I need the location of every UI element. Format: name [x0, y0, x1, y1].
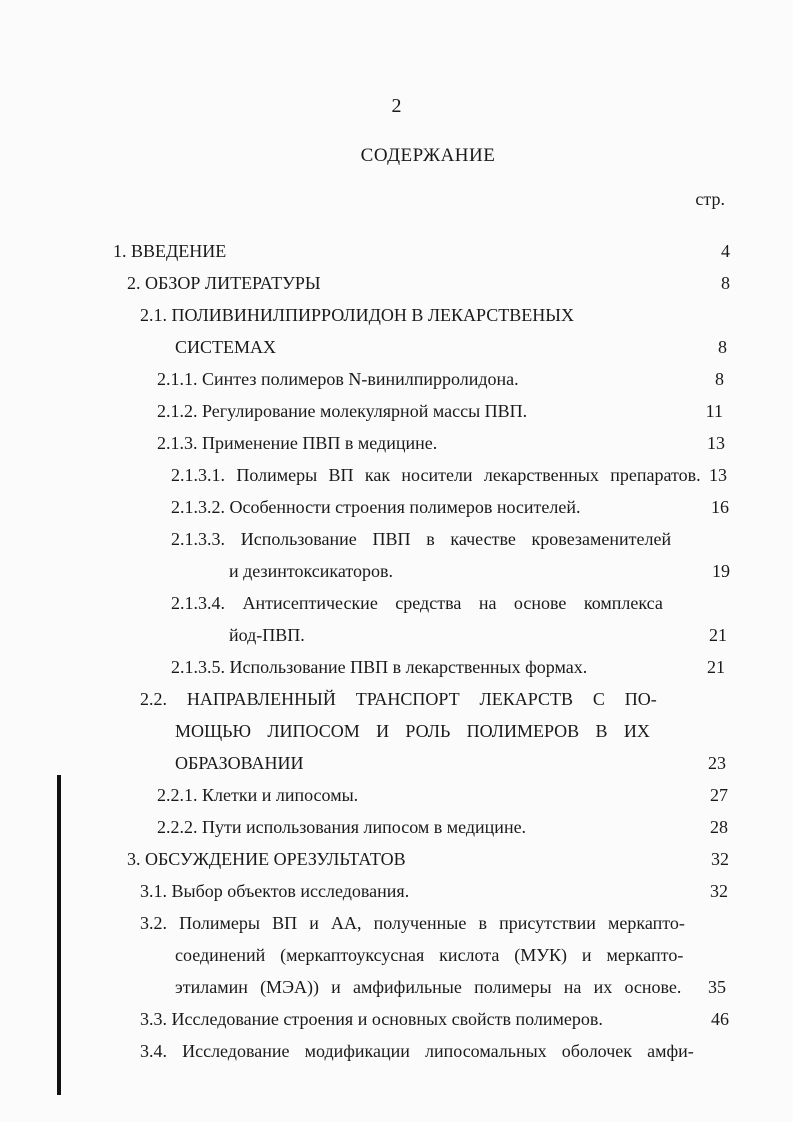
toc-entry-page: 32: [711, 849, 729, 869]
toc-entry-text: СИСТЕМАХ: [175, 337, 277, 357]
toc-entry: [0, 464, 793, 496]
toc-entry-page: 19: [712, 561, 730, 581]
toc-entry-page: 16: [711, 497, 729, 517]
toc-entry-page: 13: [707, 433, 725, 453]
toc-entry-page: 23: [708, 753, 726, 773]
toc-entry-text: и дезинтоксикаторов.: [229, 561, 394, 581]
toc-entry: [0, 784, 793, 816]
toc-entry: [0, 336, 793, 368]
toc-entry-text: 2. ОБЗОР ЛИТЕРАТУРЫ: [127, 273, 321, 293]
toc-entry-text: 2.1.1. Синтез полимеров N-винилпирролидона.: [157, 369, 519, 389]
toc-entry: [0, 560, 793, 592]
toc-entry: [0, 880, 793, 912]
toc-entry: [0, 720, 793, 752]
toc-entry: [0, 528, 793, 560]
toc-entry-text: 2.1.3.2. Особенности строения полимеров носителей.: [171, 497, 581, 517]
toc-entry: [0, 816, 793, 848]
toc-entry-text: соединений (меркаптоуксусная кислота (МУК) и меркапто-: [175, 945, 684, 965]
page-column-label: стр.: [695, 189, 725, 209]
toc-entry-page: 35: [708, 977, 726, 997]
toc-entry: [0, 496, 793, 528]
toc-entry-text: 2.1. ПОЛИВИНИЛПИРРОЛИДОН В ЛЕКАРСТВЕНЫХ: [140, 305, 574, 325]
toc-entry-text: 3.4. Исследование модификации липосомальных оболочек амфи-: [140, 1041, 694, 1061]
toc-entry-text: 1. ВВЕДЕНИЕ: [113, 241, 227, 261]
toc-entry-text: 2.1.3.1. Полимеры ВП как носители лекарственных препаратов.: [171, 465, 701, 485]
toc-entry-page: 21: [707, 657, 725, 677]
toc-entry-text: ОБРАЗОВАНИИ: [175, 753, 304, 773]
toc-entry-text: МОЩЬЮ ЛИПОСОМ И РОЛЬ ПОЛИМЕРОВ В ИХ: [175, 721, 650, 741]
toc-entry-page: 8: [715, 369, 724, 389]
page-number: 2: [391, 95, 402, 117]
toc-entry-text: 3.1. Выбор объектов исследования.: [140, 881, 410, 901]
toc-entry: [0, 624, 793, 656]
toc-entry-text: 2.1.3.3. Использование ПВП в качестве кровезаменителей: [171, 529, 672, 549]
toc-entry: [0, 1008, 793, 1040]
toc-entry-page: 21: [709, 625, 727, 645]
toc-entry-page: 8: [718, 337, 727, 357]
scan-edge-mark: [57, 775, 61, 1095]
toc-entry-page: 11: [705, 401, 723, 421]
toc-entry-text: 3. ОБСУЖДЕНИЕ ОРЕЗУЛЬТАТОВ: [127, 849, 406, 869]
toc-entry-text: 3.2. Полимеры ВП и АА, полученные в присутствии меркапто-: [140, 913, 685, 933]
toc-entry: [0, 944, 793, 976]
toc-entry-page: 46: [711, 1009, 729, 1029]
toc-entry-text: 2.2.2. Пути использования липосом в медицине.: [157, 817, 527, 837]
toc-entry: [0, 368, 793, 400]
toc-entry: [0, 1040, 793, 1072]
toc-entry: [0, 656, 793, 688]
page-title: СОДЕРЖАНИЕ: [360, 145, 496, 166]
toc-entry: [0, 432, 793, 464]
toc-entry-text: 2.2. НАПРАВЛЕННЫЙ ТРАНСПОРТ ЛЕКАРСТВ С ПО-: [140, 689, 657, 709]
toc-entry-text: 3.3. Исследование строения и основных свойств полимеров.: [140, 1009, 603, 1029]
toc-entry: [0, 912, 793, 944]
toc-entry: [0, 848, 793, 880]
toc-entry-page: 8: [721, 273, 730, 293]
toc-entry-text: 2.1.3. Применение ПВП в медицине.: [157, 433, 438, 453]
toc-entry-text: 2.1.3.5. Использование ПВП в лекарственных формах.: [171, 657, 588, 677]
toc-entry-page: 13: [709, 465, 727, 485]
toc-entry-text: йод-ПВП.: [229, 625, 305, 645]
toc-entry: [0, 400, 793, 432]
toc-entry-text: 2.1.3.4. Антисептические средства на основе комплекса: [171, 593, 663, 613]
toc-entry: [0, 304, 793, 336]
toc-entry-page: 4: [721, 241, 730, 261]
toc-entry: [0, 752, 793, 784]
toc-entry-page: 32: [710, 881, 728, 901]
toc-entry: [0, 240, 793, 272]
toc-entry: [0, 592, 793, 624]
toc-entry-text: 2.2.1. Клетки и липосомы.: [157, 785, 359, 805]
toc-entry: [0, 976, 793, 1008]
toc-entry-page: 27: [710, 785, 728, 805]
toc-entry-page: 28: [710, 817, 728, 837]
toc-entry: [0, 688, 793, 720]
toc-entry: [0, 272, 793, 304]
toc-entry-text: этиламин (МЭА)) и амфифильные полимеры на их основе.: [175, 977, 682, 997]
toc-entry-text: 2.1.2. Регулирование молекулярной массы ПВП.: [157, 401, 528, 421]
